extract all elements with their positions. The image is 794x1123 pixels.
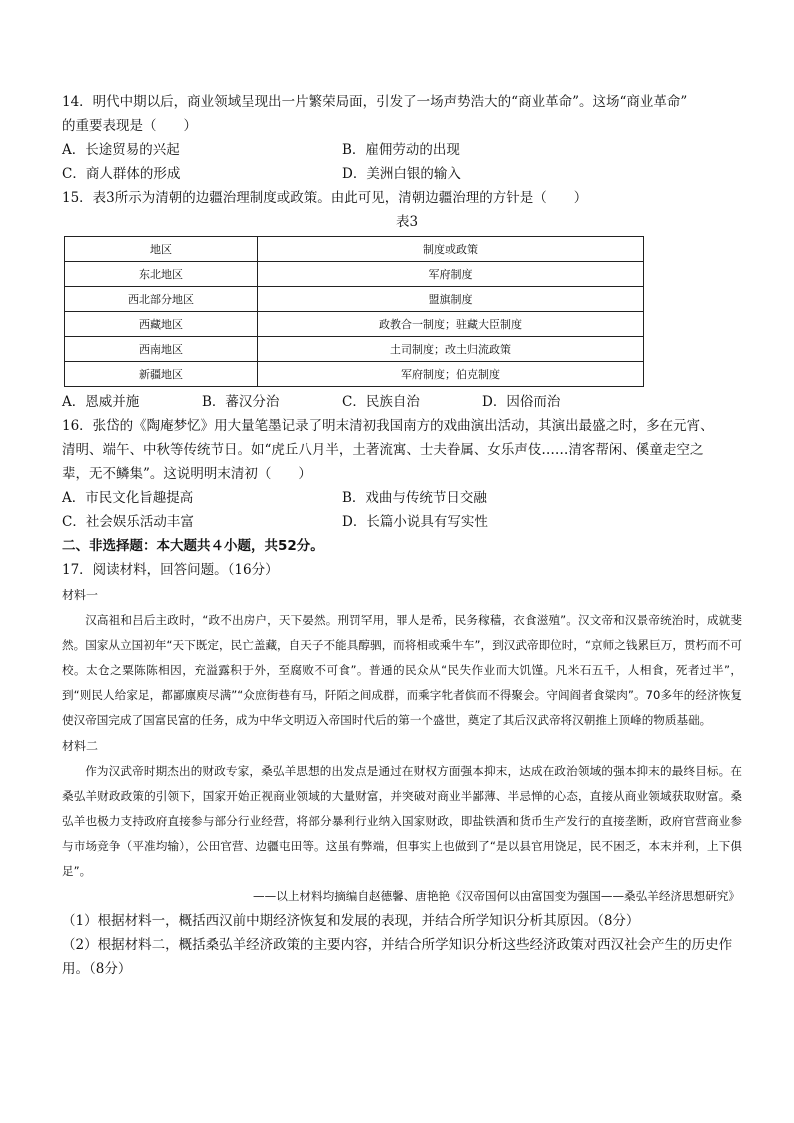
table-header-row — [65, 237, 644, 262]
material-2-text: 作为汉武帝时期杰出的财政专家，桑弘羊思想的出发点是通过在财权方面强本抑末，达成在政治领域的强本抑末的最终目标。在桑弘羊财政政策的引领下，国家开始正视商业领域的大量财富，并突破对商业半鄙薄、半忌惮的心态，直接从商业领域获取财富。桑弘羊也极力支持政府直接参与部分行业经营，将部分暴利行业纳入国家财政，即盐铁酒和货币生产发行的直接垄断，政府官营商业参与市场竞争（平准均输），公田官营、边疆屯田等。这虽有弊端，但事实上也做到了“是以县官用饶足，民不困乏，本末并利，上下俱足”。 — [62, 764, 742, 878]
q15-option-d: D．因俗而治 — [482, 394, 561, 410]
q16-option-d: D．长篇小说具有写实性 — [342, 514, 488, 530]
q15-policy-table — [64, 236, 644, 387]
q17-sub-question-2: （2）根据材料二，概括桑弘羊经济政策的主要内容，并结合所学知识分析这些经济政策对西汉社会产生的历史作用。（8分） — [62, 937, 733, 977]
q16-option-c: C．社会娱乐活动丰富 — [62, 514, 194, 530]
question-14 — [62, 90, 742, 186]
table-cell-region: 西南地区 — [65, 337, 258, 362]
q14-option-a: A．长途贸易的兴起 — [62, 142, 180, 158]
q14-option-c: C．商人群体的形成 — [62, 166, 181, 182]
exam-page — [62, 90, 742, 981]
q14-stem-line1: 14．明代中期以后，商业领域呈现出一片繁荣局面，引发了一场声势浩大的“商业革命”。这场“商业革命” — [62, 94, 688, 110]
table-header-policy: 制度或政策 — [258, 237, 644, 262]
table-cell-region: 新疆地区 — [65, 362, 258, 387]
q14-options-row1 — [62, 138, 742, 162]
table-cell-policy: 政教合一制度；驻藏大臣制度 — [258, 312, 644, 337]
q16-stem-line2: 清明、端午、中秋等传统节日。如“虎丘八月半，土著流寓、士夫眷属、女乐声伎……清客帮闲、傒童走空之 — [62, 442, 704, 458]
q16-stem-line1: 16．张岱的《陶庵梦忆》用大量笔墨记录了明末清初我国南方的戏曲演出活动，其演出最盛之时，多在元宵、 — [62, 418, 714, 434]
table-cell-policy: 军府制度；伯克制度 — [258, 362, 644, 387]
material-2-title: 材料二 — [62, 739, 99, 753]
question-15 — [62, 186, 742, 414]
q14-stem-line2: 的重要表现是（ ） — [62, 118, 197, 134]
section-2-title: 二、非选择题：本大题共４小题，共52分。 — [62, 538, 324, 554]
material-1-text: 汉高祖和吕后主政时，“政不出房户，天下晏然。刑罚罕用，罪人是希，民务稼穑，衣食滋殖”。汉文帝和汉景帝统治时，成就斐然。国家从立国初年“天下既定，民亡盖藏，自天子不能具醇驷，而将相或乘牛车”，到汉武帝即位时，“京师之钱累巨万，贯朽而不可校。太仓之粟陈陈相因，充溢露积于外，至腐败不可食”。普通的民众从“民失作业而大饥馑。凡米石五千，人相食，死者过半”，到“则民人给家足，都鄙廪庾尽满”“众庶街巷有马，阡陌之间成群，而乘字牝者傧而不得聚会。守闾阎者食粱肉”。70多年的经济恢复使汉帝国完成了国富民富的任务，成为中华文明迈入帝国时代后的第一个盛世，奠定了其后汉武帝将汉朝推上顶峰的物质基础。 — [62, 613, 742, 727]
table-row — [65, 287, 644, 312]
q15-stem: 15．表3所示为清朝的边疆治理制度或政策。由此可见，清朝边疆治理的方针是（ ） — [62, 190, 588, 206]
q16-stem-line3: 辈，无不鳞集”。这说明明末清初（ ） — [62, 466, 312, 482]
q14-option-d: D．美洲白银的输入 — [342, 166, 461, 182]
q15-options-row — [62, 390, 742, 414]
question-16 — [62, 414, 742, 534]
q15-table-caption: 表3 — [395, 214, 419, 230]
table-cell-region: 东北地区 — [65, 262, 258, 287]
q16-option-b: B．戏曲与传统节日交融 — [342, 490, 487, 506]
q15-option-c: C．民族自治 — [342, 394, 420, 410]
table-header-region: 地区 — [65, 237, 258, 262]
q14-options-row2 — [62, 162, 742, 186]
question-17 — [62, 558, 742, 981]
q17-stem: 17．阅读材料，回答问题。（16分） — [62, 562, 279, 578]
table-row — [65, 262, 644, 287]
q14-option-b: B．雇佣劳动的出现 — [342, 142, 460, 158]
material-source: ——以上材料均摘编自赵德馨、唐艳艳《汉帝国何以由富国变为强国——桑弘羊经济思想研究》 — [253, 889, 740, 903]
table-cell-policy: 军府制度 — [258, 262, 644, 287]
table-cell-policy: 盟旗制度 — [258, 287, 644, 312]
q15-option-a: A．恩威并施 — [62, 394, 140, 410]
table-row — [65, 362, 644, 387]
q17-sub-question-1: （1）根据材料一，概括西汉前中期经济恢复和发展的表现，并结合所学知识分析其原因。（8分） — [62, 913, 640, 929]
q16-option-a: A．市民文化旨趣提高 — [62, 490, 194, 506]
q15-option-b: B．蕃汉分治 — [202, 394, 280, 410]
table-row — [65, 312, 644, 337]
table-row — [65, 337, 644, 362]
q16-options-row2 — [62, 510, 742, 534]
table-cell-region: 西藏地区 — [65, 312, 258, 337]
table-cell-policy: 土司制度；改土归流政策 — [258, 337, 644, 362]
q16-options-row1 — [62, 486, 742, 510]
material-1-title: 材料一 — [62, 588, 99, 602]
table-cell-region: 西北部分地区 — [65, 287, 258, 312]
